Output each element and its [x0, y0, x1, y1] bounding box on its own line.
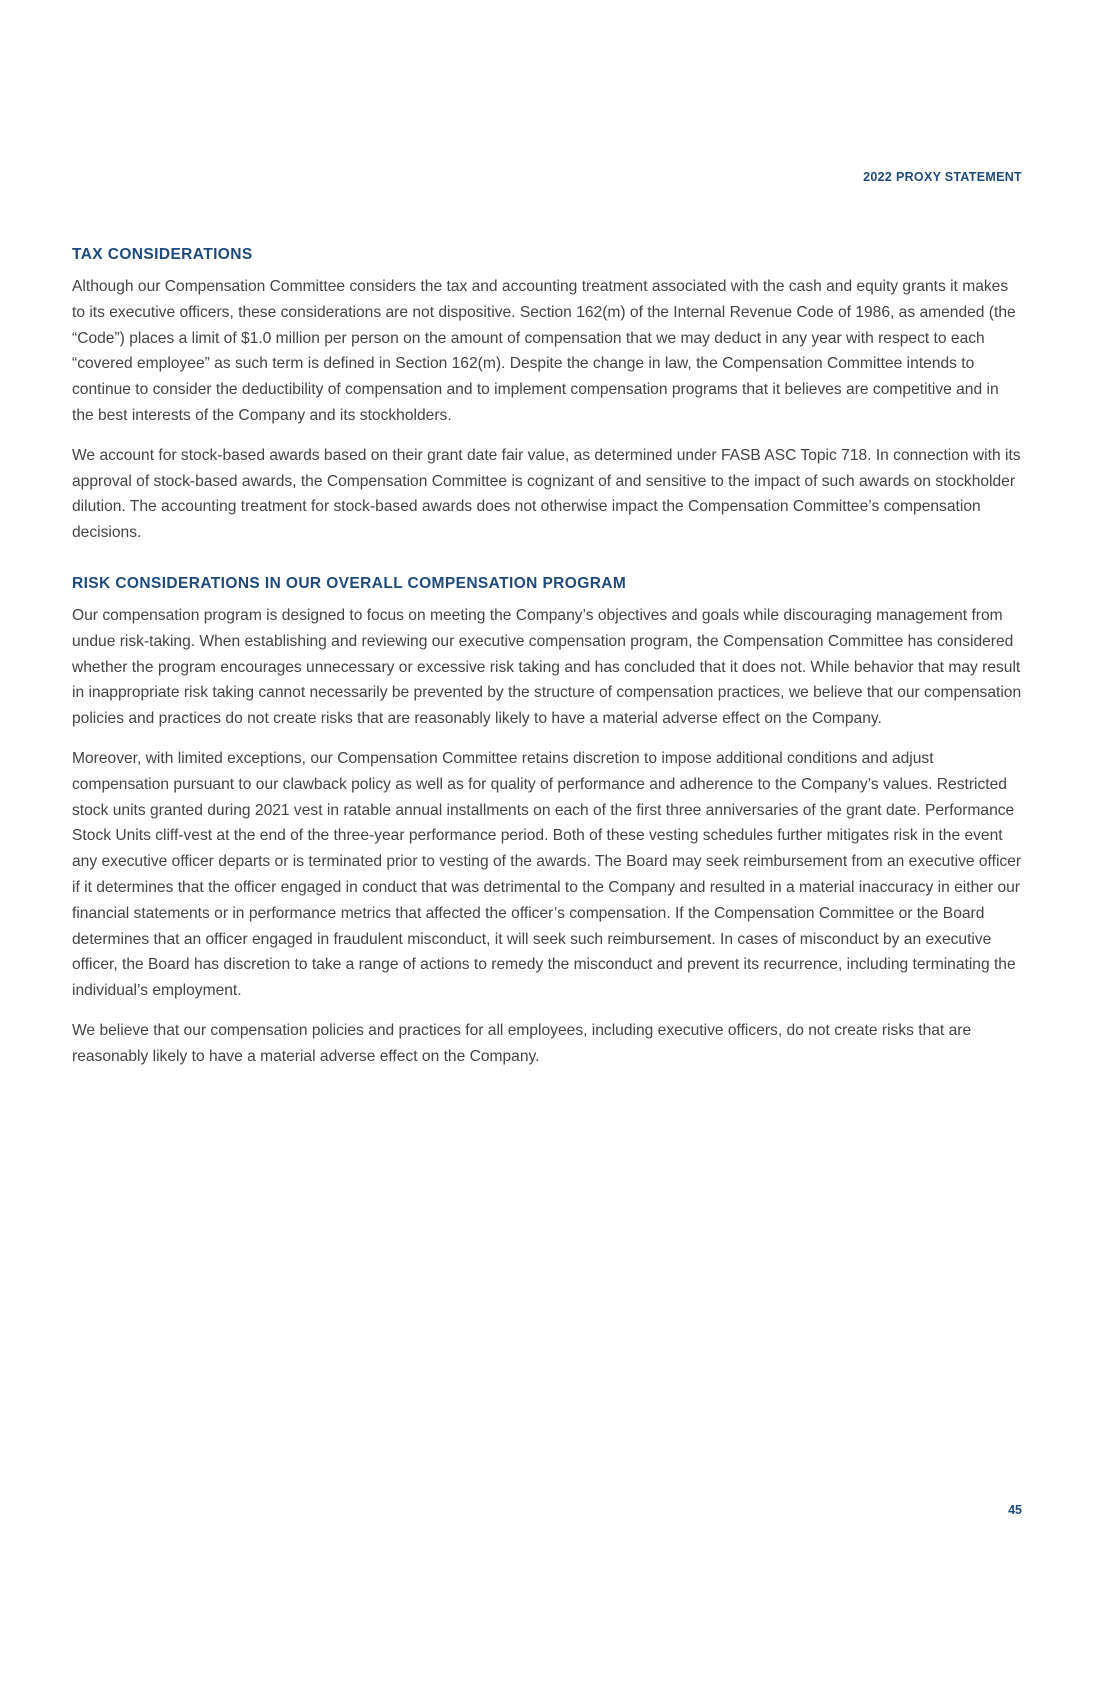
section-risk-considerations [72, 575, 1024, 1070]
paragraph: We account for stock-based awards based on their grant date fair value, as determined under FASB ASC Topic 718. In connection with its approval of stock-based awards, the Compensation Committee is cognizant of and sensitive to the impact of such awards on stockholder dilution. The accounting treatment for stock-based awards does not otherwise impact the Compensation Committee’s compensation decisions. [72, 446, 1021, 542]
paragraph: Although our Compensation Committee considers the tax and accounting treatment associated with the cash and equity grants it makes to its executive officers, these considerations are not dispositive. Section 162(m) of the Internal Revenue Code of 1986, as amended (the “Code”) places a limit of $1.0 million per person on the amount of compensation that we may deduct in any year with respect to each “covered employee” as such term is defined in Section 162(m). Despite the change in law, the Compensation Committee intends to continue to consider the deductibility of compensation and to implement compensation programs that it believes are competitive and in the best interests of the Company and its stockholders. [72, 278, 1016, 424]
page-number: 45 [1008, 1503, 1022, 1517]
paragraph: Moreover, with limited exceptions, our Compensation Committee retains discretion to impose additional conditions and adjust compensation pursuant to our clawback policy as well as for quality of performance and adherence to the Company’s values. Restricted stock units granted during 2021 vest in ratable annual installments on each of the first three anniversaries of the grant date. Performance Stock Units cliff-vest at the end of the three-year performance period. Both of these vesting schedules further mitigates risk in the event any executive officer departs or is terminated prior to vesting of the awards. The Board may seek reimbursement from an executive officer if it determines that the officer engaged in conduct that was detrimental to the Company and resulted in a material inaccuracy in either our financial statements or in performance metrics that affected the officer’s compensation. If the Compensation Committee or the Board determines that an officer engaged in fraudulent misconduct, it will seek such reimbursement. In cases of misconduct by an executive officer, the Board has discretion to take a range of actions to remedy the misconduct and prevent its recurrence, including terminating the individual’s employment. [72, 749, 1022, 1000]
page-content [72, 246, 1024, 1099]
paragraph: We believe that our compensation policies and practices for all employees, including executive officers, do not create risks that are reasonably likely to have a material adverse effect on the Company. [72, 1021, 972, 1065]
section-heading: TAX CONSIDERATIONS [72, 246, 253, 263]
section-heading: RISK CONSIDERATIONS IN OUR OVERALL COMPENSATION PROGRAM [72, 574, 627, 592]
running-header-title: 2022 PROXY STATEMENT [863, 170, 1022, 184]
section-tax-considerations [72, 246, 1024, 546]
paragraph: Our compensation program is designed to focus on meeting the Company’s objectives and goals while discouraging management from undue risk-taking. When establishing and reviewing our executive compensation program, the Compensation Committee has considered whether the program encourages unnecessary or excessive risk taking and has concluded that it does not. While behavior that may result in inappropriate risk taking cannot necessarily be prevented by the structure of compensation practices, we believe that our compensation policies and practices do not create risks that are reasonably likely to have a material adverse effect on the Company. [72, 606, 1022, 728]
